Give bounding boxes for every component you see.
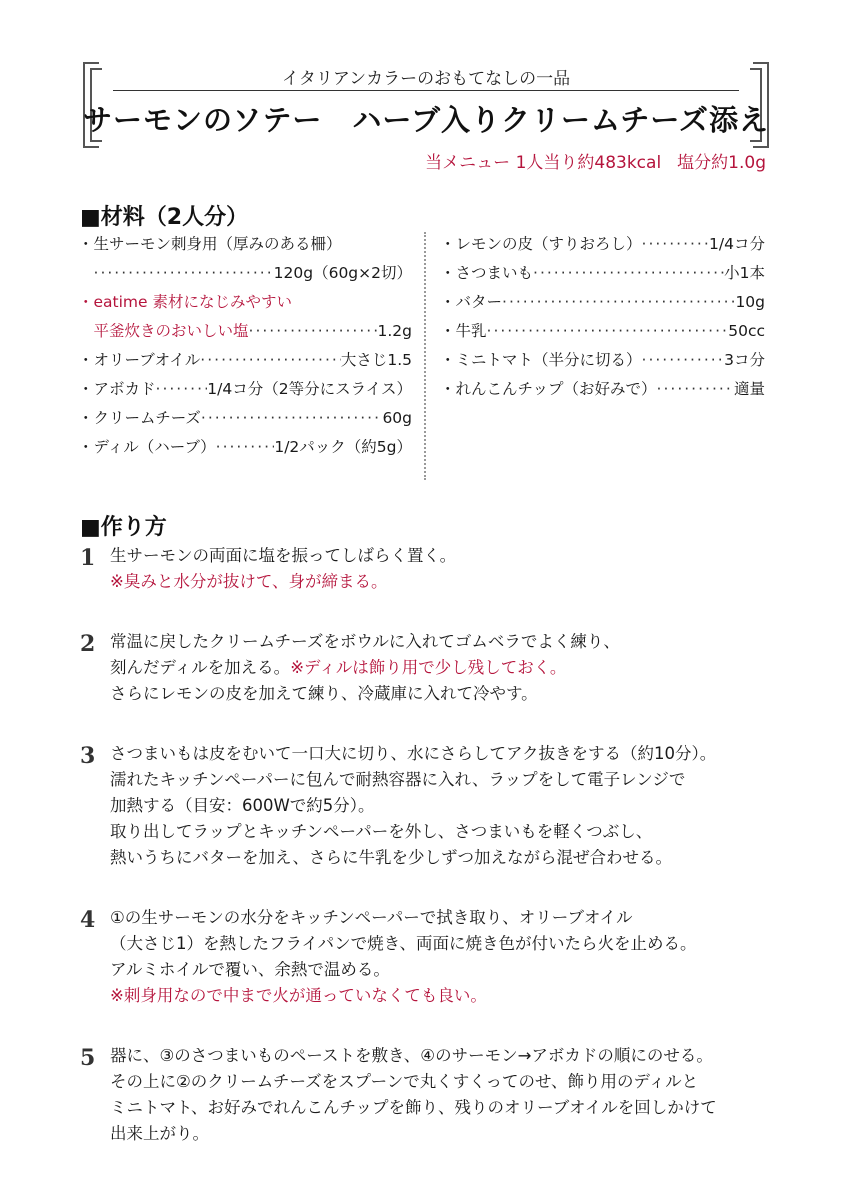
ingredient-item — [78, 317, 412, 346]
leader-dots — [200, 346, 341, 375]
step-line — [110, 957, 780, 983]
ingredient-name: 平釜炊きのおいしい塩 — [78, 322, 249, 340]
step-text: ミニトマト、お好みでれんこんチップを飾り、残りのオリーブオイルを回しかけて — [110, 1098, 717, 1117]
ingredient-name: ・eatime 素材になじみやすい — [78, 293, 292, 311]
step-text: 生サーモンの両面に塩を振ってしばらく置く。 — [110, 546, 457, 565]
leader-dots — [533, 259, 724, 288]
step-text: 器に、③のさつまいものペーストを敷き、④のサーモン→アボカドの順にのせる。 — [110, 1046, 713, 1065]
method-step — [80, 543, 780, 595]
leader-dots — [487, 317, 729, 346]
step-note: ※刺身用なので中まで火が通っていなくても良い。 — [110, 986, 487, 1005]
step-text: 濡れたキッチンペーパーに包んで耐熱容器に入れ、ラップをして電子レンジで — [110, 770, 686, 789]
step-text: ①の生サーモンの水分をキッチンペーパーで拭き取り、オリーブオイル — [110, 908, 633, 927]
ingredient-quantity: 1/4コ分（2等分にスライス） — [207, 380, 412, 398]
leader-dots — [642, 230, 710, 259]
step-number: 5 — [80, 1045, 96, 1071]
leader-dots — [201, 404, 383, 433]
method-step — [80, 905, 780, 1009]
ingredient-name: ・生サーモン刺身用（厚みのある柵） — [78, 235, 342, 253]
step-line — [110, 845, 780, 871]
ingredient-name: ・レモンの皮（すりおろし） — [440, 235, 642, 253]
step-line — [110, 569, 780, 595]
ingredient-name: ・ミニトマト（半分に切る） — [440, 351, 642, 369]
recipe-subtitle: イタリアンカラーのおもてなしの一品 — [281, 69, 571, 89]
title-frame — [83, 62, 769, 148]
ingredient-item — [440, 288, 765, 317]
step-number: 3 — [80, 743, 96, 769]
step-text: その上に②のクリームチーズをスプーンで丸くすくってのせ、飾り用のディルと — [110, 1072, 699, 1091]
step-number: 2 — [80, 631, 96, 657]
ingredient-item — [78, 404, 412, 433]
step-line — [110, 1121, 780, 1147]
ingredient-quantity: 大さじ1.5 — [340, 351, 412, 369]
ingredient-quantity: 10g — [735, 293, 765, 311]
step-line — [110, 1095, 780, 1121]
nutrition-info — [425, 148, 766, 173]
step-text: 出来上がり。 — [110, 1124, 209, 1143]
ingredient-item — [78, 288, 412, 317]
title-rule — [113, 90, 739, 91]
step-text: 刻んだディルを加える。 — [110, 658, 291, 677]
step-text: 常温に戻したクリームチーズをボウルに入れてゴムベラでよく練り、 — [110, 632, 620, 651]
step-number: 1 — [80, 545, 96, 571]
ingredient-name: ・さつまいも — [440, 264, 534, 282]
ingredient-item — [78, 259, 412, 288]
ingredient-name: ・ディル（ハーブ） — [78, 438, 216, 456]
ingredient-name — [78, 259, 94, 288]
ingredient-item — [440, 230, 765, 259]
leader-dots — [502, 288, 735, 317]
step-line — [110, 793, 780, 819]
leader-dots — [642, 346, 725, 375]
ingredient-name: ・アボカド — [78, 380, 156, 398]
step-line — [110, 629, 780, 655]
step-line — [110, 819, 780, 845]
ingredient-quantity: 1/2パック（約5g） — [274, 438, 412, 456]
ingredients-right-column — [440, 230, 765, 404]
ingredients-heading: ■材料（2人分） — [80, 205, 249, 230]
step-line — [110, 983, 780, 1009]
ingredient-quantity: 小1本 — [724, 264, 765, 282]
leader-dots — [156, 375, 208, 404]
step-text: （大さじ1）を熱したフライパンで焼き、両面に焼き色が付いたら火を止める。 — [110, 934, 697, 953]
ingredient-quantity: 50cc — [728, 322, 765, 340]
ingredient-quantity: 60g — [382, 409, 412, 427]
step-number: 4 — [80, 907, 96, 933]
ingredient-item — [440, 346, 765, 375]
method-step — [80, 629, 780, 707]
step-text: 取り出してラップとキッチンペーパーを外し、さつまいもを軽くつぶし、 — [110, 822, 653, 841]
ingredient-name: ・クリームチーズ — [78, 409, 201, 427]
step-text: さつまいもは皮をむいて一口大に切り、水にさらしてアク抜きをする（約10分）。 — [110, 744, 717, 763]
ingredient-quantity: 3コ分 — [724, 351, 765, 369]
method-step — [80, 1043, 780, 1147]
step-note: ※臭みと水分が抜けて、身が締まる。 — [110, 572, 388, 591]
step-line — [110, 681, 780, 707]
step-line — [110, 931, 780, 957]
ingredient-item — [78, 375, 412, 404]
ingredient-item — [78, 346, 412, 375]
salt-info: 塩分約1.0g — [677, 153, 766, 173]
step-line — [110, 1043, 780, 1069]
step-line — [110, 767, 780, 793]
step-text: 加熱する（目安：600Wで約5分）。 — [110, 796, 375, 815]
method-steps — [80, 543, 780, 1181]
leader-dots — [249, 317, 378, 346]
calorie-info: 当メニュー 1人当り約483kcal — [425, 153, 662, 173]
ingredient-quantity: 1.2g — [377, 322, 412, 340]
ingredient-item — [78, 230, 412, 259]
leader-dots — [94, 259, 274, 288]
step-text: さらにレモンの皮を加えて練り、冷蔵庫に入れて冷やす。 — [110, 684, 538, 703]
method-step — [80, 741, 780, 871]
ingredient-item — [440, 259, 765, 288]
ingredient-quantity: 1/4コ分 — [709, 235, 765, 253]
recipe-title: サーモンのソテー ハーブ入りクリームチーズ添え — [83, 103, 769, 137]
ingredient-quantity: 適量 — [733, 380, 765, 398]
leader-dots — [657, 375, 734, 404]
step-note: ※ディルは飾り用で少し残しておく。 — [290, 658, 567, 677]
ingredient-item — [78, 433, 412, 462]
leader-dots — [216, 433, 275, 462]
step-text: 熱いうちにバターを加え、さらに牛乳を少しずつ加えながら混ぜ合わせる。 — [110, 848, 672, 867]
ingredient-name: ・れんこんチップ（お好みで） — [440, 380, 657, 398]
ingredient-item — [440, 317, 765, 346]
ingredient-name: ・バター — [440, 293, 503, 311]
step-text: アルミホイルで覆い、余熱で温める。 — [110, 960, 390, 979]
step-line — [110, 741, 780, 767]
step-line — [110, 1069, 780, 1095]
step-line — [110, 655, 780, 681]
ingredient-name: ・牛乳 — [440, 322, 487, 340]
step-line — [110, 905, 780, 931]
ingredients-left-column — [78, 230, 412, 462]
ingredients-divider — [424, 232, 426, 480]
method-heading: ■作り方 — [80, 515, 167, 540]
ingredient-item — [440, 375, 765, 404]
step-line — [110, 543, 780, 569]
ingredient-name: ・オリーブオイル — [78, 351, 201, 369]
ingredient-quantity: 120g（60g×2切） — [273, 264, 412, 282]
